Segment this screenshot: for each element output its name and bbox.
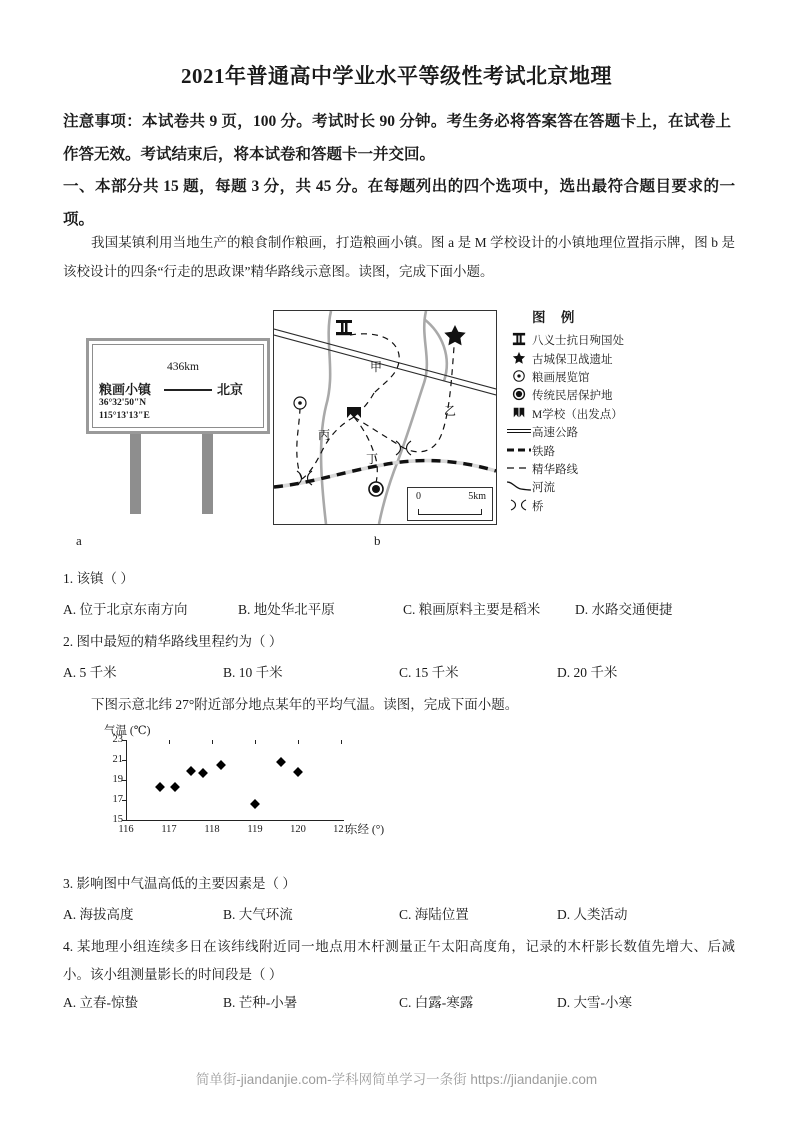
figure-a-signpost <box>86 330 272 520</box>
signpost-board <box>86 338 270 434</box>
chart-x-tick-mark <box>298 740 299 744</box>
option-3-A[interactable]: A. 海拔高度 <box>63 907 134 922</box>
question-3-stem: 3. 影响图中气温高低的主要因素是（ ） <box>63 876 296 891</box>
option-3-B[interactable]: B. 大气环流 <box>223 907 293 922</box>
option-4-D[interactable]: D. 大雪-小寒 <box>557 995 632 1010</box>
chart-data-point <box>293 767 303 777</box>
chart-y-axis-title: 气温 (℃) <box>104 725 151 737</box>
legend-label: 粮画展览馆 <box>532 371 590 384</box>
option-4-A[interactable]: A. 立春-惊蛰 <box>63 995 138 1010</box>
highway-line <box>274 329 496 395</box>
railway-line <box>274 461 496 487</box>
chart-x-tick-label: 120 <box>290 824 306 835</box>
legend-item-exhibition-hall <box>506 368 686 386</box>
chart-x-axis-title: 东经 (°) <box>346 824 385 836</box>
question-1-options <box>63 598 753 624</box>
filled-circle-icon <box>369 482 383 496</box>
option-3-D[interactable]: D. 人类活动 <box>557 907 628 922</box>
circle-dot-icon <box>294 397 306 409</box>
map-area-label-yi: 乙 <box>444 404 457 418</box>
route-line-icon <box>506 463 532 475</box>
chart-x-tick-label: 119 <box>247 824 263 835</box>
legend-label: M学校（出发点） <box>532 408 623 421</box>
chart-x-tick-label: 121 <box>333 824 349 835</box>
option-4-B[interactable]: B. 芒种-小暑 <box>223 995 298 1010</box>
signpost-distance-label: 436km <box>167 361 199 373</box>
question-2-stem: 2. 图中最短的精华路线里程约为（ ） <box>63 634 283 649</box>
chart-y-tick-label: 21 <box>112 753 123 765</box>
legend-item-school <box>506 405 686 423</box>
temperature-scatter-chart <box>100 722 385 842</box>
legend-label: 高速公路 <box>532 427 578 440</box>
chart-x-axis <box>126 820 344 821</box>
bridge-icon <box>506 499 532 513</box>
chart-x-tick-mark <box>212 740 213 744</box>
option-2-D[interactable]: D. 20 千米 <box>557 665 618 680</box>
signpost-connector-line <box>164 389 212 391</box>
star-icon <box>444 325 465 345</box>
site-watermark: 简单街-jiandanjie.com-学科网简单学习一条街 https://jiandanjie.com <box>195 1072 598 1087</box>
chart-x-tick-label: 116 <box>118 824 134 835</box>
page-title: 2021年普通高中学业水平等级性考试北京地理 <box>181 64 612 88</box>
chart-y-tick-label: 23 <box>112 733 123 745</box>
school-flag-icon <box>506 406 532 422</box>
chart-x-tick-mark <box>169 740 170 744</box>
legend-item-star <box>506 349 686 367</box>
signpost-left-post <box>130 434 141 514</box>
highway-line-icon <box>506 426 532 438</box>
option-2-B[interactable]: B. 10 千米 <box>223 665 283 680</box>
chart-y-tick-label: 15 <box>112 813 123 825</box>
question-1-stem: 1. 该镇（ ） <box>63 571 134 586</box>
filled-circle-icon <box>506 387 532 403</box>
option-4-C[interactable]: C. 白露-寒露 <box>399 995 474 1010</box>
signpost-latitude: 36°32'50"N <box>99 398 147 408</box>
option-1-A[interactable]: A. 位于北京东南方向 <box>63 602 188 617</box>
option-1-C[interactable]: C. 粮画原料主要是稻米 <box>403 602 541 617</box>
scale-bar-graphic <box>418 509 482 515</box>
chart-data-point <box>276 757 286 767</box>
question-4-stem: 4. 某地理小组连续多日在该纬线附近同一地点用木杆测量正午太阳高度角，记录的木杆影长数值先增大、后减小。该小组测量影长的时间段是（ ） <box>63 939 735 982</box>
map-poi-markers <box>294 320 466 496</box>
question-4-options <box>63 991 753 1017</box>
signpost-town-label: 粮画小镇 <box>99 382 152 397</box>
option-3-C[interactable]: C. 海陆位置 <box>399 907 469 922</box>
legend-label: 古城保卫战遗址 <box>532 353 613 366</box>
circle-dot-icon <box>506 369 532 385</box>
scale-end-label: 5km <box>468 491 486 502</box>
legend-label: 精华路线 <box>532 463 578 476</box>
section-one-instruction: 一、本部分共 15 题，每题 3 分，共 45 分。在每题列出的四个选项中，选出最符合题目要求的一项。 <box>63 178 735 228</box>
legend-item-highway <box>506 423 686 441</box>
monument-icon <box>336 320 352 335</box>
chart-x-tick-mark <box>341 740 342 744</box>
chart-data-point <box>198 768 208 778</box>
map-area-label-bing: 丙 <box>318 428 331 442</box>
passage-two: 下图示意北纬 27°附近部分地点某年的平均气温。读图，完成下面小题。 <box>91 697 519 712</box>
star-icon <box>506 351 532 367</box>
scale-start-label: 0 <box>416 491 421 502</box>
chart-x-tick-label: 118 <box>204 824 220 835</box>
map-legend <box>506 306 686 515</box>
question-2-options <box>63 661 753 687</box>
legend-label: 桥 <box>532 500 544 513</box>
railway-line-icon <box>506 445 532 457</box>
school-flag-icon <box>347 407 361 418</box>
legend-item-monument <box>506 331 686 349</box>
chart-data-point <box>155 782 165 792</box>
legend-item-essence-route <box>506 460 686 478</box>
chart-x-tick-mark <box>126 740 127 744</box>
map-area-label-ding: 丁 <box>366 452 379 466</box>
monument-icon <box>506 332 532 348</box>
option-1-D[interactable]: D. 水路交通便捷 <box>575 602 673 617</box>
map-scale-bar <box>407 487 493 521</box>
chart-data-point <box>216 760 226 770</box>
chart-data-point <box>186 766 196 776</box>
legend-title: 图 例 <box>532 310 581 325</box>
signpost-longitude: 115°13'13"E <box>99 411 150 421</box>
figure-b-caption: b <box>374 533 381 548</box>
legend-item-traditional-dwelling <box>506 386 686 404</box>
chart-y-tick-label: 19 <box>112 773 123 785</box>
legend-item-railway <box>506 441 686 459</box>
chart-data-point <box>170 782 180 792</box>
legend-label: 河流 <box>532 482 555 495</box>
option-1-B[interactable]: B. 地处华北平原 <box>238 602 335 617</box>
legend-label: 铁路 <box>532 445 555 458</box>
chart-plot-area <box>112 733 349 835</box>
legend-item-river <box>506 478 686 496</box>
chart-y-tick-label: 17 <box>112 793 123 805</box>
signpost-city-label: 北京 <box>217 382 244 397</box>
signpost-right-post <box>202 434 213 514</box>
question-3-options <box>63 903 753 929</box>
chart-x-tick-label: 117 <box>161 824 177 835</box>
exam-notice: 注意事项：本试卷共 9 页，100 分。考试时长 90 分钟。考生务必将答案答在答题卡上，在试卷上作答无效。考试结束后，将本试卷和答题卡一并交回。 <box>63 113 731 163</box>
legend-label: 八义士抗日殉国处 <box>532 335 624 348</box>
river-line-icon <box>506 480 532 494</box>
figure-b-route-map <box>273 310 497 525</box>
chart-x-tick-mark <box>255 740 256 744</box>
option-2-A[interactable]: A. 5 千米 <box>63 665 117 680</box>
legend-item-bridge <box>506 497 686 515</box>
map-area-label-jia: 甲 <box>370 360 383 374</box>
passage-one: 我国某镇利用当地生产的粮食制作粮画，打造粮画小镇。图 a 是 M 学校设计的小镇地理位置指示牌，图 b 是该校设计的四条“行走的思政课”精华路线示意图。读图，完成下面小题。 <box>63 235 735 279</box>
figure-a-caption: a <box>76 533 82 548</box>
option-2-C[interactable]: C. 15 千米 <box>399 665 459 680</box>
chart-data-point <box>250 799 260 809</box>
legend-label: 传统民居保护地 <box>532 390 613 403</box>
